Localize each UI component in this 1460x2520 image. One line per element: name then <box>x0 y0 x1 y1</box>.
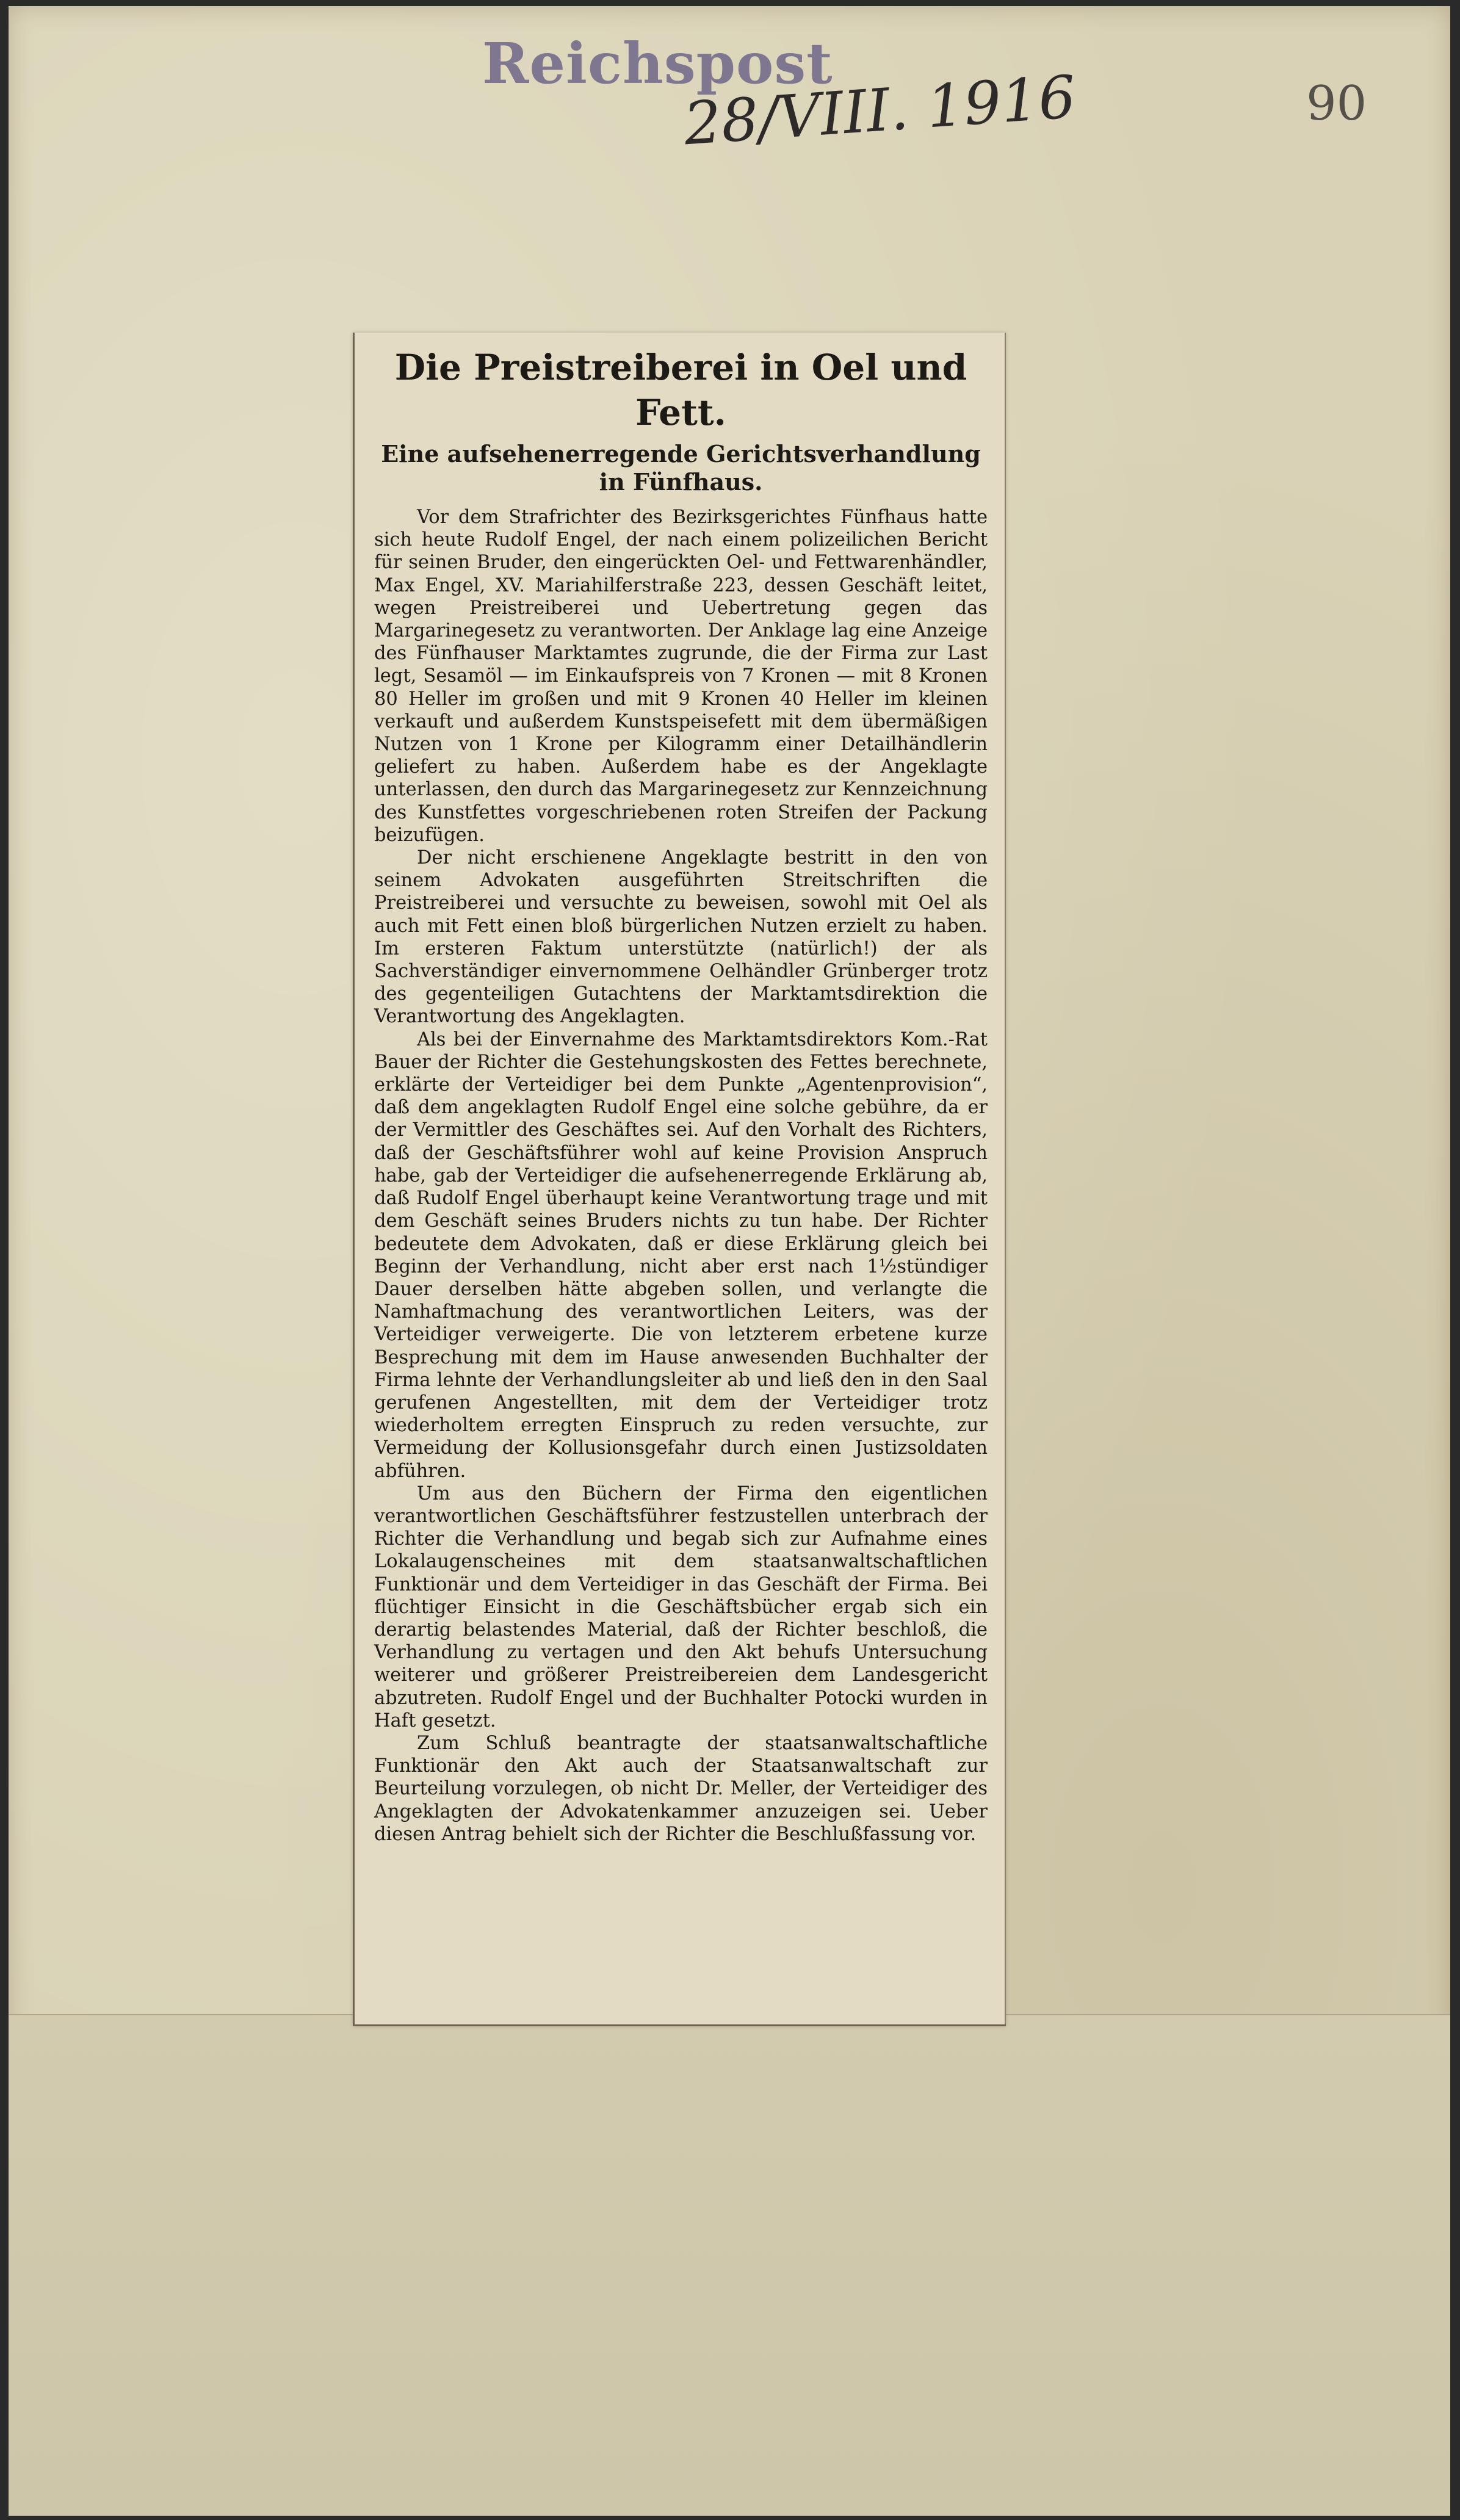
article-paragraph: Als bei der Einvernahme des Marktamtsdirektors Kom.-Rat Bauer der Richter die Gestehungskosten des Fettes berechnete, erklärte der Verteidiger bei dem Punkte „Agentenprovision“, daß dem angeklagten Rudolf Engel eine solche gebühre, da er der Vermittler des Geschäftes sei. Auf den Vorhalt des Richters, daß der Geschäftsführer wohl auf keine Provision Anspruch habe, gab der Verteidiger die aufsehenerregende Erklärung ab, daß Rudolf Engel überhaupt keine Verantwortung trage und mit dem Geschäft seines Bruders nichts zu tun habe. Der Richter bedeutete dem Advokaten, daß er diese Erklärung gleich bei Beginn der Verhandlung, nicht aber erst nach 1½stündiger Dauer derselben hätte abgeben sollen, und verlangte die Namhaftmachung des verantwortlichen Leiters, was der Verteidiger verweigerte. Die von letzterem erbetene kurze Besprechung mit dem im Hause anwesenden Buchhalter der Firma lehnte der Verhandlungsleiter ab und ließ den in den Saal gerufenen Angestellten, mit dem der Verteidiger trotz wiederholtem erregten Einspruch zu reden versuchte, zur Vermeidung der Kollusionsgefahr durch einen Justizsoldaten abführen. <box>374 1028 988 1482</box>
article-subtitle: Eine aufsehenerregende Gerichtsverhandlung in Fünfhaus. <box>381 440 981 496</box>
article-paragraph: Der nicht erschienene Angeklagte bestritt in den von seinem Advokaten ausgeführten Streitschriften die Preistreiberei und versuchte zu beweisen, sowohl mit Oel als auch mit Fett einen bloß bürgerlichen Nutzen erzielt zu haben. Im ersteren Faktum unterstützte (natürlich!) der als Sachverständiger einvernommene Oelhändler Grünberger trotz des gegenteiligen Gutachtens der Marktamtsdirektion die Verantwortung des Angeklagten. <box>374 847 988 1028</box>
newspaper-stamp: Reichspost <box>482 31 833 96</box>
sheet-lower-fold <box>9 2014 1450 2516</box>
article-paragraph: Zum Schluß beantragte der staatsanwaltschaftliche Funktionär den Akt auch der Staatsanwaltschaft zur Beurteilung vorzulegen, ob nicht Dr. Meller, der Verteidiger des Angeklagten der Advokatenkammer anzuzeigen sei. Ueber diesen Antrag behielt sich der Richter die Beschlußfassung vor. <box>374 1732 988 1845</box>
article-title: Die Preistreiberei in Oel und Fett. <box>394 347 967 433</box>
article-paragraph: Vor dem Strafrichter des Bezirksgerichtes Fünfhaus hatte sich heute Rudolf Engel, der nach einem polizeilichen Bericht für seinen Bruder, den eingerückten Oel- und Fettwarenhändler, Max Engel, XV. Mariahilferstraße 223, dessen Geschäft leitet, wegen Preistreiberei und Uebertretung gegen das Margarinegesetz zu verantworten. Der Anklage lag eine Anzeige des Fünfhauser Marktamtes zugrunde, die der Firma zur Last legt, Sesamöl — im Einkaufspreis von 7 Kronen — mit 8 Kronen 80 Heller im großen und mit 9 Kronen 40 Heller im kleinen verkauft und außerdem Kunstspeisefett mit dem übermäßigen Nutzen von 1 Krone per Kilogramm einer Detailhändlerin geliefert zu haben. Außerdem habe es der Angeklagte unterlassen, den durch das Margarinegesetz zur Kennzeichnung des Kunstfettes vorgeschriebenen roten Streifen der Packung beizufügen. <box>374 507 988 846</box>
newspaper-clipping <box>353 333 1006 2026</box>
article-paragraph: Um aus den Büchern der Firma den eigentlichen verantwortlichen Geschäftsführer festzustellen unterbrach der Richter die Verhandlung und begab sich zur Aufnahme eines Lokalaugenscheines mit dem staatsanwaltschaftlichen Funktionär und dem Verteidiger in das Geschäft der Firma. Bei flüchtiger Einsicht in die Geschäftsbücher ergab sich ein derartig belastendes Material, daß der Richter beschloß, die Verhandlung zu vertagen und den Akt behufs Untersuchung weiterer und größerer Preistreibereien dem Landesgericht abzutreten. Rudolf Engel und der Buchhalter Potocki wurden in Haft gesetzt. <box>374 1482 988 1731</box>
page-number: 90 <box>1306 76 1367 131</box>
handwritten-date: 28/VIII. 1916 <box>681 62 1079 159</box>
clipping-bottom-edge <box>353 2024 1006 2026</box>
